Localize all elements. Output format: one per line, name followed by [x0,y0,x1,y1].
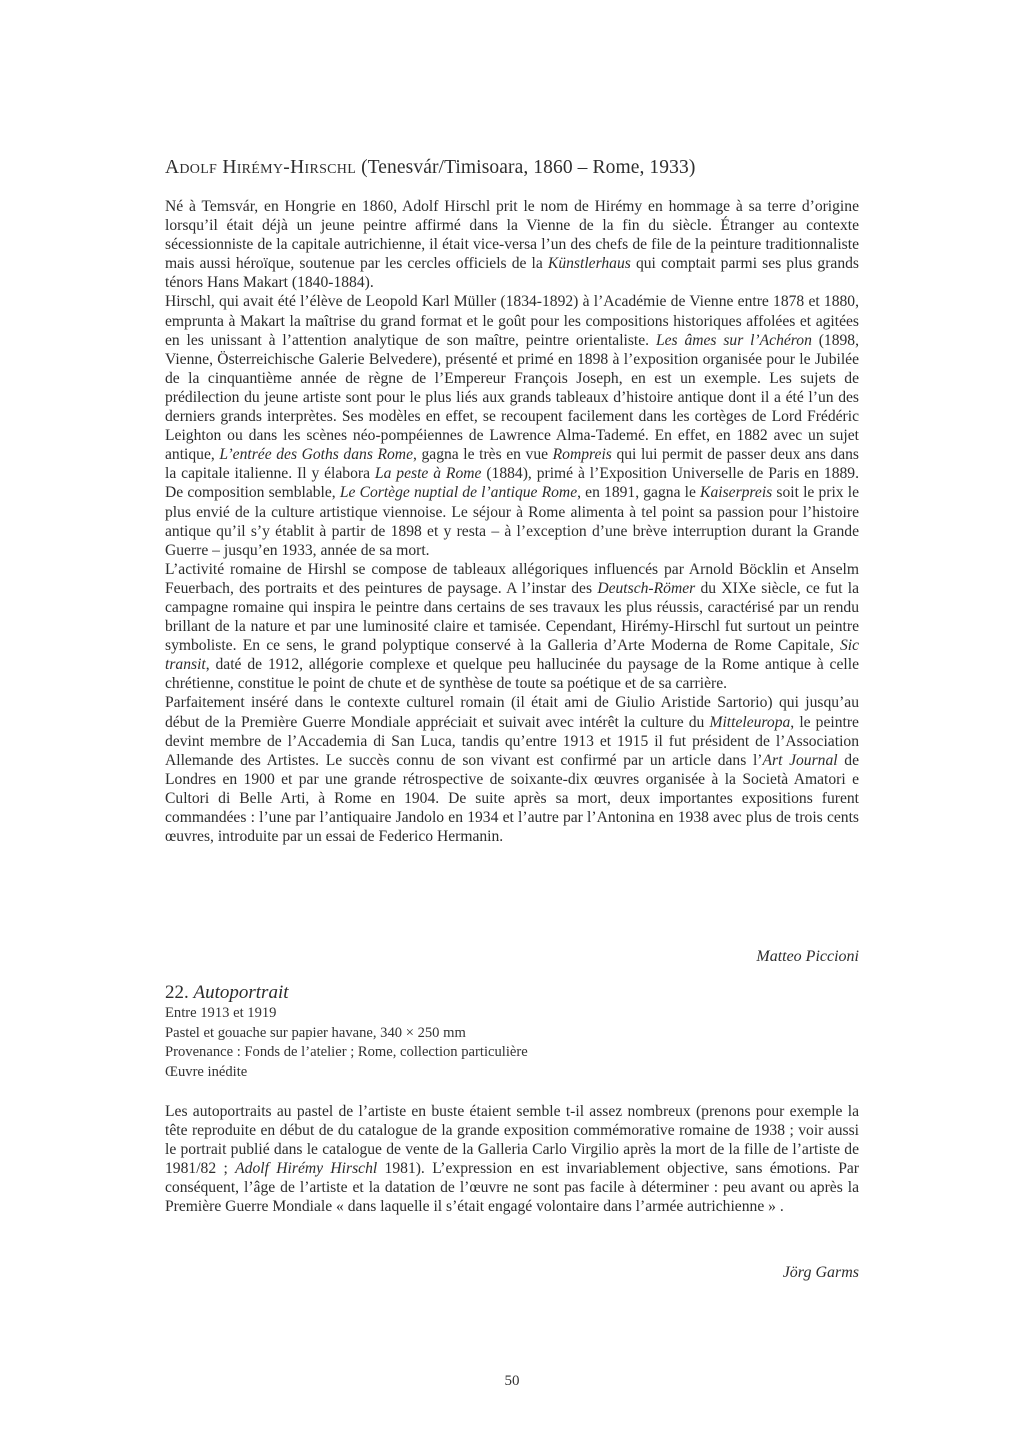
italic-title: Sic transit [165,637,859,674]
italic-title: L’entrée des Goths dans Rome [219,446,413,464]
paragraph: L’activité romaine de Hirshl se compose de tableaux allégoriques influencés par Arnold Böcklin et Anselm Feuerbach, des portraits et des peintures de paysage. A l’instar des Deutsch-Römer du XIXe siècle, ce fut la campagne romaine qui inspira le peintre dans certains de ses travaux les plus réussis, caractérisé par un rendu brillant de la nature et par une luminosité claire et tamisée. Cependant, Hirémy-Hirschl fut surtout un peintre symboliste. En ce sens, le grand polyptique conservé à la Galleria d’Arte Moderna de Rome Capitale, Sic transit, daté de 1912, allégorie complexe et quelque peu hallucinée du paysage de la Rome antique à celle chrétienne, constitue le point de chute et de synthèse de toute sa poétique et de sa carrière. [165,560,859,693]
catalogue-entry-details [165,1004,528,1082]
artwork-commentary [165,1102,859,1217]
paragraph: Né à Temsvár, en Hongrie en 1860, Adolf Hirschl prit le nom de Hirémy en hommage à sa terre d’origine lorsqu’il était déjà un jeune peintre affirmé dans la Vienne de la fin du siècle. Étranger au contexte sécessionniste de la capitale autrichienne, il était vice-versa l’un des chefs de file de la peinture traditionnaliste mais aussi héroïque, soutenue par les cercles officiels de la Künstlerhaus qui comptait parmi ses plus grands ténors Hans Makart (1840-1884). [165,198,859,292]
catalogue-entry-title [165,982,289,1004]
italic-title: Künstlerhaus [547,255,631,273]
artist-heading [165,156,859,180]
italic-title: Les âmes sur l’Achéron [655,331,812,349]
page-number: 50 [504,1373,520,1389]
italic-title: Mitteleuropa [709,713,791,731]
paragraph: Les autoportraits au pastel de l’artiste en buste étaient semble t-il assez nombreux (prenons pour exemple la tête reproduite en début de du catalogue de la grande exposition commémorative romaine de 1938 ; voir aussi le portrait publié dans le catalogue de vente de la Galleria Carlo Virgilio après la mort de la fille de l’artiste de 1981/82 ; Adolf Hirémy Hirschl 1981). L’expression en est invariablement objective, sans émotions. Par conséquent, l’âge de l’artiste et la datation de l’œuvre ne sont pas facile à déterminer : peu avant ou après la Première Guerre Mondiale « dans laquelle il s’était engagé volontaire dans l’armée autrichienne » . [165,1103,859,1216]
italic-title: Le Cortège nuptial de l’antique Rome [339,484,578,502]
italic-title: Adolf Hirémy Hirschl [235,1160,378,1178]
artwork-date: Entre 1913 et 1919 [165,1005,277,1021]
italic-title: Deutsch-Römer [597,579,696,597]
italic-title: La peste à Rome [374,465,482,483]
paragraph: Hirschl, qui avait été l’élève de Leopold Karl Müller (1834-1892) à l’Académie de Vienne entre 1878 et 1880, emprunta à Makart la maîtrise du grand format et le goût pour les compositions historiques affolées et agitées en les unissant à l’attention analytique de son maître, peintre orientaliste. Les âmes sur l’Achéron (1898, Vienne, Österreichische Galerie Belvedere), présenté et primé en 1898 à l’exposition organisée pour le Jubilée de la cinquantième année de règne de l’Empereur François Joseph, en est un exemple. Les sujets de prédilection du jeune artiste sont pour le plus liés aux grands tableaux d’histoire antique dont il a été l’un des derniers grands interprètes. Ses modèles en effet, se recoupent facilement dans les cortèges de Lord Frédéric Leighton ou dans les scènes néo-pompéiennes de Lawrence Alma-Tademé. En effet, en 1882 avec un sujet antique, L’entrée des Goths dans Rome, gagna le très en vue Rompreis qui lui permit de passer deux ans dans la capitale italienne. Il y élabora La peste à Rome (1884), primé à l’Exposition Universelle de Paris en 1889. De composition semblable, Le Cortège nuptial de l’antique Rome, en 1891, gagna le Kaiserpreis soit le prix le plus envié de la culture artistique viennoise. Le séjour à Rome alimenta à tel point sa passion pour l’histoire antique qu’il s’y établit à partir de 1898 et y resta – à l’exception d’une brève interruption durant la Grande Guerre – jusqu’en 1933, année de sa mort. [165,293,860,559]
catalogue-entry-number: 22. [165,982,189,1003]
artist-dates: (Tenesvár/Timisoara, 1860 – Rome, 1933) [361,157,696,178]
commentary-author-signature: Jörg Garms [782,1264,859,1281]
paragraph: Parfaitement inséré dans le contexte culturel romain (il était ami de Giulio Aristide Sartorio) qui jusqu’au début de la Première Guerre Mondiale appréciait et suivait avec intérêt la culture du Mitteleuropa, le peintre devint membre de l’Accademia di San Luca, tandis qu’entre 1913 et 1915 il fut président de l’Association Allemande des Artistes. Le succès connu de son vivant est confirmé par un article dans l’Art Journal de Londres en 1900 et par une grande rétrospective de soixante-dix œuvres organisée à la Società Amatori e Cultori di Belle Arti, à Rome en 1904. De suite après sa mort, deux importantes expositions furent commandées : l’une par l’antiquaire Jandolo en 1934 et l’autre par l’Antonina en 1938 avec plus de trois cents œuvres, introduite par un essai de Federico Hermanin. [165,694,859,846]
essay-author-signature: Matteo Piccioni [756,948,859,965]
italic-title: Kaiserpreis [700,484,773,502]
artist-name: Adolf Hirémy-Hirschl [165,157,357,178]
artwork-status: Œuvre inédite [165,1063,248,1080]
catalogue-entry-name: Autoportrait [193,982,289,1003]
italic-title: Art Journal [762,751,838,769]
artwork-provenance: Provenance : Fonds de l’atelier ; Rome, collection particulière [165,1044,528,1060]
italic-title: Rompreis [552,446,612,464]
biography-essay [165,197,859,846]
artwork-medium: Pastel et gouache sur papier havane, 340 × 250 mm [165,1024,466,1041]
